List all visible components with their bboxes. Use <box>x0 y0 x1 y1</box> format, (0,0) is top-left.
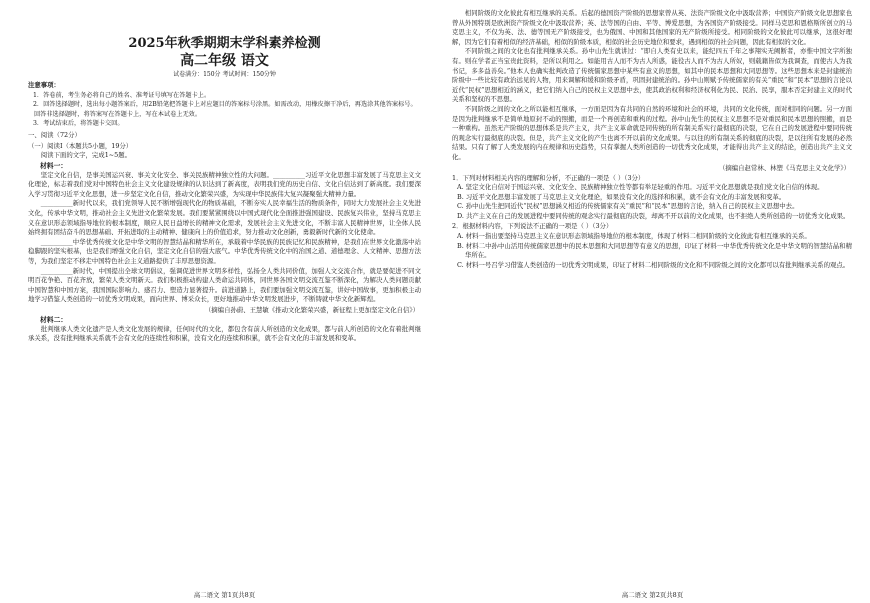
page-footer: 高二语文 第1页共8页 <box>193 591 256 599</box>
material-2-paragraph: 相同阶级的文化彼此有相互继承的关系。后起的德国资产阶级的思想家曾从英、法资产阶级文化中汲取营养；中国资产阶级文化思想家也曾从外国特别是欧洲资产阶级文化中汲取营养；英、法等国的自由、平等、博爱思想，为各国资产阶级接受。同样马克思和恩格斯所创立的马克思主义，不仅为英、法、德等国无产阶级接受，也为俄国、中国和其他国家的无产阶级所接受。相同阶级的文化彼此可以继承，这很好理解，因为它们有着相似的经济基础，相似的阶级本质，相似的社会历史地位和要求，遇到相似的社会问题，因此有相似的文化。 <box>452 9 852 46</box>
material-2-label: 材料二： <box>40 315 68 324</box>
question-1-option: C. 孙中山先生把同近代“民权”思想涵义相近的传统儒家有关“重民”和“民本”思想的言论，纳入自己的民权主义思想中去。 <box>457 202 799 211</box>
note-item: 1．答卷前，考生务必将自己的姓名、准考证号填写在答题卡上。 <box>33 91 211 99</box>
material-2-paragraph: 批判继承人类文化遗产是人类文化发展的规律，任何时代的文化，都包含有前人所创造的文化成果，都与前人所创造的文化有着批判继承关系，没有批判继承关系就不会有文化的连续性和积累，没有文化的连续和积累，就不会有文化的丰富发展和变革。 <box>28 324 421 343</box>
page-footer: 高二语文 第2页共8页 <box>621 591 684 599</box>
exam-info: 试卷满分：150分 考试时间：150分钟 <box>173 71 276 78</box>
material-1-source: （摘编自孙蔚、王慧敏《推动文化繁荣兴盛，新征程上更加坚定文化自信》） <box>204 305 419 314</box>
note-item: 2．回答选择题时，选出每小题答案后，用2B铅笔把答题卡上对应题目的答案标号涂黑。如需改动，用橡皮擦干净后，再选涂其他答案标号。回答非选择题时，将答案写在答题卡上，写在本试卷上无效。 <box>33 101 417 118</box>
material-2-paragraph: 不同阶级之间的文化也有批判继承关系。孙中山先生就讲过：“即自人类有史以来，能纪四五千年之事翔实无阙断者，亦惟中国文字所独有。则在学者正当宝贵此资料，是所以利用之。如能用古人而不为古人所惑，能役古人而不为古人所奴，则载籍皆似为我调查，而使古人为我书记，多多益善矣。”他本人也确实批判改造了传统儒家思想中某些有意义的思想，如其中的民本思想和大同思想等。这些思想本来是封建统治阶级中一些比较有政治远见的人物，用来调解和缓和阶级矛盾，巩固封建统治的。孙中山则赋予传统儒家的有关“重民”和“民本”思想的言论以近代“民权”思想相近的涵义，把它们纳入自己的民权主义思想中去，使其政治权利和经济权利化为民、民治、民享，服本否定封建主义的时代关系和坚权的不思想。 <box>452 47 852 104</box>
question-1-option: A. 坚定文化自信对于国运兴衰、文化安全、民族精神独立性等都有举足轻重的作用。习近平文化思想就是我们党文化自信的体现。 <box>457 183 824 192</box>
material-1-paragraph: __________新时代，中国提出全球文明倡议，强调促进世界文明多样性，弘扬全人类共同价值，加强人文交流合作，就是要促进不同文明百花争艳、百花齐放，繁荣人类文明新天。我们积极推动构建人类命运共同体，同世界各国文明交流互鉴不断深化，为解决人类问题贡献中国智慧和中国方案，我国国际影响力、感召力、塑造力显著提升。前进道路上，我们要加强文明交流互鉴，讲好中国故事，更加积极主动地学习借鉴人类创造的一切优秀文明成果，面向世界、博采众长，更好地推动中华文明发展进步，不断铸就中华文化新辉煌。 <box>28 266 421 304</box>
exam-title: 2025年秋季期期末学科素养检测 <box>128 36 321 51</box>
material-2-paragraph: 不同阶级之间的文化之所以能相互继承，一方面是因为有共同的自然的环境和社会的环境，共同的文化传统，面对相同的问题。另一方面是因为批判继承不是简单地原封不动的照搬，而是一个再创造和重构的过程。孙中山先生的民权主义思想不是对重民和民本思想的照搬，而是一种重构。虽然无产阶级的思想体系是共产主义，共产主义革命就是同传统的所有制关系实行最彻底的决裂，它在自己的发展进程中要同传统的观念实行最彻底的决裂。但是，共产主义文化的产生也离不开以前的文化成果。与以往的所有制关系的彻底的决裂，是以往所有发展的必然结果。只有了解了人类发展的内在规律和历史趋势，只有掌握人类所创造的一切优秀文化成果，才能得出共产主义的结论，创造出共产主义文化。 <box>452 104 852 161</box>
question-1-option: D. 共产主义在自己的发展进程中要同传统的观念实行最彻底的决裂，却离不开以前的文化成果，也不拒绝人类所创造的一切优秀文化成果。 <box>457 211 850 220</box>
note-item: 3．考试结束后，将答题卡交回。 <box>33 120 124 128</box>
exam-subtitle: 高二年级 语文 <box>180 53 269 69</box>
material-1-paragraph: 坚定文化自信，是事关国运兴衰、事关文化安全、事关民族精神独立性的大问题。__________习近平文化思想丰富发展了马克思主义文化理论，标志着我们党对中国特色社会主义文化建设规律的认识达到了新高度，表明我们党的历史自信、文化自信达到了新高度。我们要深入学习贯彻习近平文化思想，进一步坚定文化自信，推动文化繁荣兴盛，为实现中华民族伟大复兴凝聚强大精神力量。 <box>28 170 421 198</box>
question-1-option: B. 习近平文化思想丰富发展了马克思主义文化理论，如果没有文化的选择和积累，就不会有文化的丰富发展和变革。 <box>457 192 786 201</box>
material-1-paragraph: __________中华优秀传统文化是中华文明的智慧结晶和精华所在，承载着中华民族的民族记忆和民族精神，是我们在世界文化激荡中站稳脚跟的坚实根基，也是我们增强文化自信，坚定文化自信的强大底气。中华优秀传统文化中的治国之道、道德理念、人文精神、思想方法等，为我们坚定不移走中国特色社会主义道路提供了丰厚思想资源。 <box>28 237 421 265</box>
section-heading: 一、阅读（72分） <box>28 130 81 139</box>
material-2-source: （摘编自赵常林、林塑《马克思主义文化学》） <box>718 163 850 172</box>
material-1-label: 材料一： <box>40 161 68 170</box>
question-2: 2．根据材料内容，下列说法不正确的一项是（ ）（3分） <box>452 222 613 231</box>
notes-heading: 注意事项： <box>28 81 60 89</box>
question-2-option: A. 材料一指出要坚持马克思主义在意识形态领域指导地位的根本制度，体现了材料二相同阶级的文化彼此有相互继承的关系。 <box>457 232 811 241</box>
question-1: 1．下列对材料相关内容的理解和分析，不正确的一项是（ ）（3分） <box>452 173 645 182</box>
question-2-option: C. 材料一号召学习借鉴人类创造的一切优秀文明成果，印证了材料二相同阶级的文化和不同阶级之间的文化都可以有批判继承关系的观点。 <box>457 260 850 269</box>
question-2-option: B. 材料二中孙中山活用传统儒家思想中的民本思想和大同思想等有意义的思想，印证了材料一中华优秀传统文化是中华文明的智慧结晶和精华所在。 <box>457 241 852 260</box>
exam-page-2 <box>435 0 870 603</box>
subsection-heading: （一）阅读Ⅰ（本题共5小题，19分） <box>28 141 133 150</box>
reading-instruction: 阅读下面的文字，完成1~5题。 <box>40 150 131 159</box>
material-1-paragraph: __________新时代以来，我们党领导人民不断增强现代化的物质基础，不断夯实人民幸福生活的物质条件，同时大力发展社会主义先进文化，传承中华文明，推动社会主义先进文化繁荣发展。我们要紧紧围绕以中国式现代化全面推进强国建设、民族复兴伟业，坚持马克思主义在意识形态领域指导地位的根本制度，顺应人民日益增长的精神文化需求，发展社会主义先进文化，不断丰富人民精神世界，让全体人民始终拥有团结奋斗的思想基础、开拓进取的主动精神、健康向上的价值追求，努力推动文化创新，勇毅新时代新的文化使命。 <box>28 199 421 237</box>
